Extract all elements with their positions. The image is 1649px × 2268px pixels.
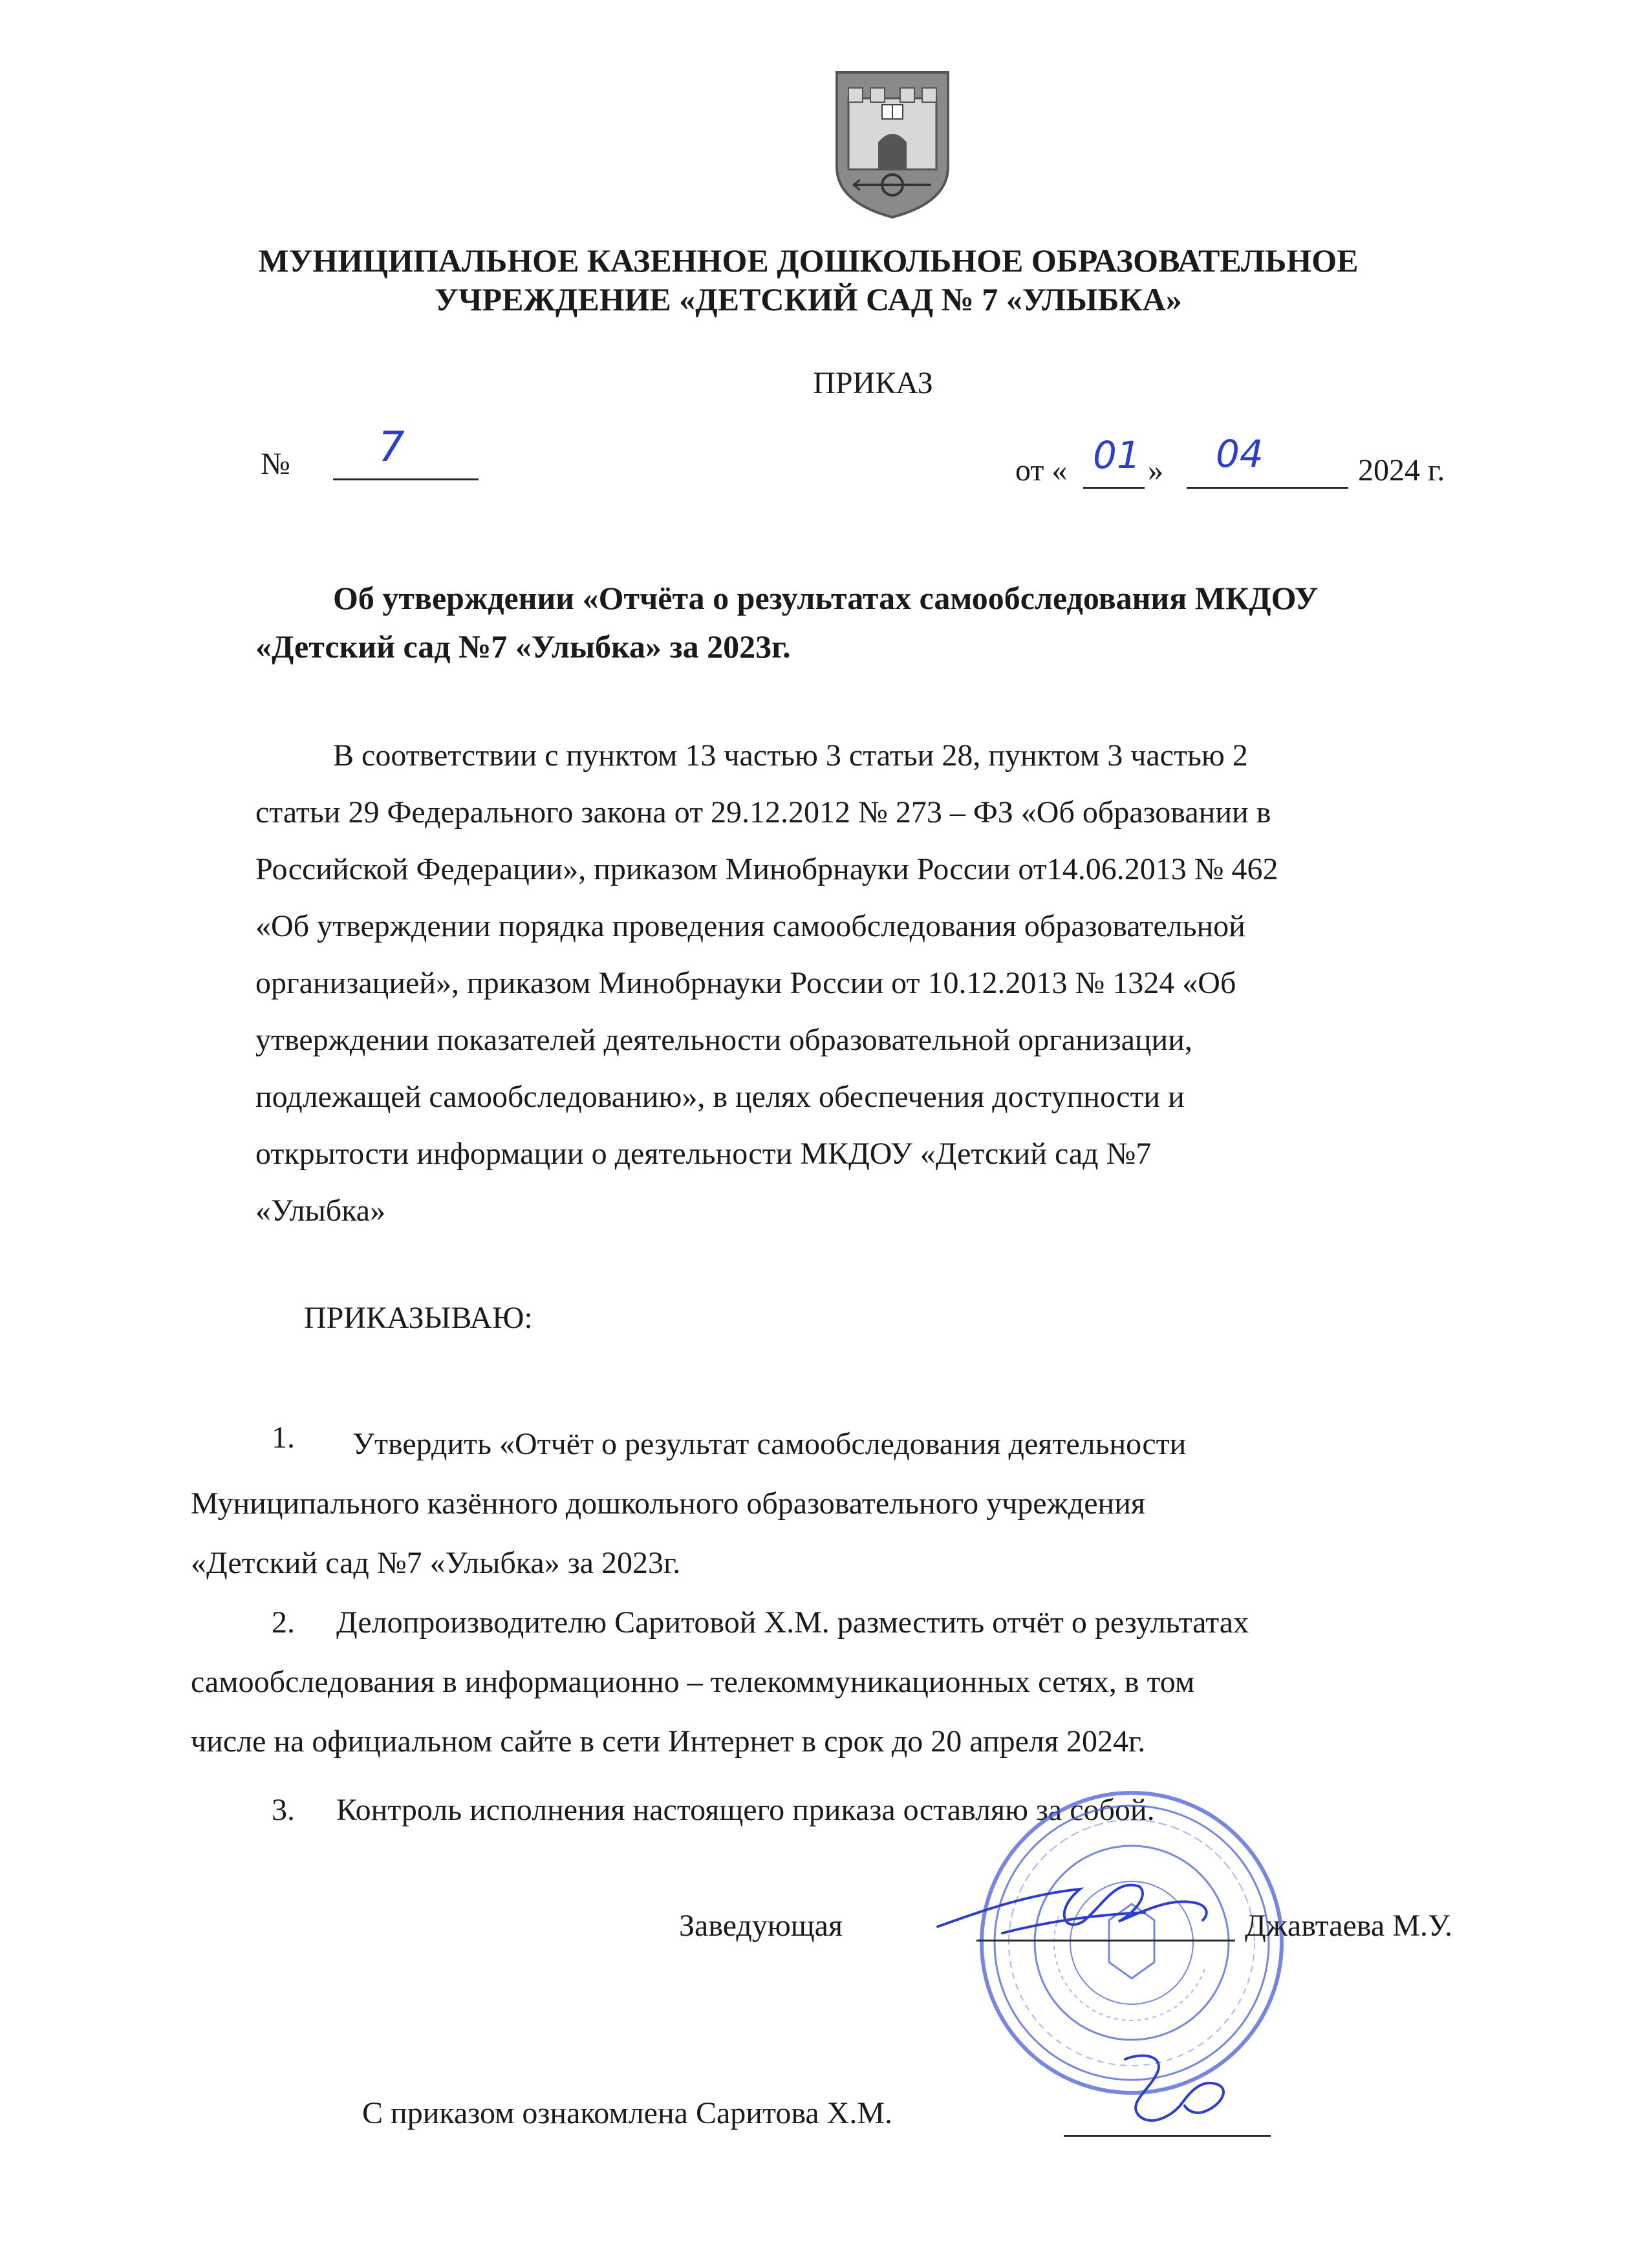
acknowledgement-text: С приказом ознакомлена Саритова Х.М.	[362, 2096, 893, 2130]
preamble-line-1: В соответствии с пунктом 13 частью 3 статьи 28, пунктом 3 частью 2	[333, 738, 1248, 773]
org-name-line-1: МУНИЦИПАЛЬНОЕ КАЗЕННОЕ ДОШКОЛЬНОЕ ОБРАЗОВАТЕЛЬНОЕ	[258, 242, 1359, 279]
item-2-line-1: Делопроизводителю Саритовой Х.М. разместить отчёт о результатах	[336, 1605, 1249, 1640]
item-2-line-3: числе на официальном сайте в сети Интернет в срок до 20 апреля 2024г.	[191, 1724, 1146, 1759]
acknowledgement-handwritten-signature	[1086, 2040, 1255, 2137]
item-3-line-1: Контроль исполнения настоящего приказа оставляю за собой.	[336, 1793, 1155, 1827]
number-underline	[333, 478, 479, 480]
order-title-line-1: Об утверждении «Отчёта о результатах самообследования МКДОУ	[333, 580, 1319, 616]
date-year: 2024 г.	[1358, 453, 1445, 487]
org-name-line-2: УЧРЕЖДЕНИЕ «ДЕТСКИЙ САД № 7 «УЛЫБКА»	[435, 281, 1182, 317]
preamble-line-8: открытости информации о деятельности МКДОУ «Детский сад №7	[255, 1137, 1152, 1171]
month-handwritten: 04	[1216, 432, 1264, 476]
preamble-line-9: «Улыбка»	[255, 1193, 386, 1228]
item-1-line-2: Муниципального казённого дошкольного образовательного учреждения	[191, 1486, 1145, 1521]
item-2-line-2: самообследования в информационно – телекоммуникационных сетях, в том	[191, 1665, 1195, 1699]
item-1-line-3: «Детский сад №7 «Улыбка» за 2023г.	[191, 1546, 681, 1580]
item-2-number: 2.	[272, 1605, 295, 1640]
month-underline	[1187, 487, 1348, 489]
signature-name: Джавтаева М.У.	[1245, 1909, 1453, 1943]
signature-role: Заведующая	[679, 1909, 843, 1943]
number-label: №	[261, 447, 290, 481]
preamble-line-2: статьи 29 Федерального закона от 29.12.2012 № 273 – ФЗ «Об образовании в	[255, 795, 1271, 829]
day-handwritten: 01	[1093, 433, 1141, 477]
preamble-line-3: Российской Федерации», приказом Минобрнауки России от14.06.2013 № 462	[255, 852, 1278, 886]
number-handwritten: 7	[378, 423, 405, 471]
preamble-line-7: подлежащей самообследованию», в целях обеспечения доступности и	[255, 1080, 1185, 1114]
order-title-line-2: «Детский сад №7 «Улыбка» за 2023г.	[255, 628, 791, 665]
item-1-number: 1.	[272, 1420, 295, 1455]
preamble-line-5: организацией», приказом Минобрнауки России от 10.12.2013 № 1324 «Об	[255, 966, 1236, 1000]
coat-of-arms-emblem	[834, 70, 951, 220]
preamble-line-6: утверждении показателей деятельности образовательной организации,	[255, 1023, 1192, 1057]
item-1-line-1: Утвердить «Отчёт о результат самообследования деятельности	[352, 1427, 1187, 1461]
director-handwritten-signature	[931, 1849, 1229, 1959]
day-underline	[1083, 487, 1145, 489]
date-prefix: от «	[1015, 453, 1068, 487]
date-quote-close: »	[1148, 453, 1163, 487]
preamble-line-4: «Об утверждении порядка проведения самообследования образовательной	[255, 909, 1245, 943]
order-word: ПРИКАЗЫВАЮ:	[304, 1301, 533, 1335]
item-3-number: 3.	[272, 1793, 295, 1827]
document-type-heading: ПРИКАЗ	[813, 366, 933, 400]
